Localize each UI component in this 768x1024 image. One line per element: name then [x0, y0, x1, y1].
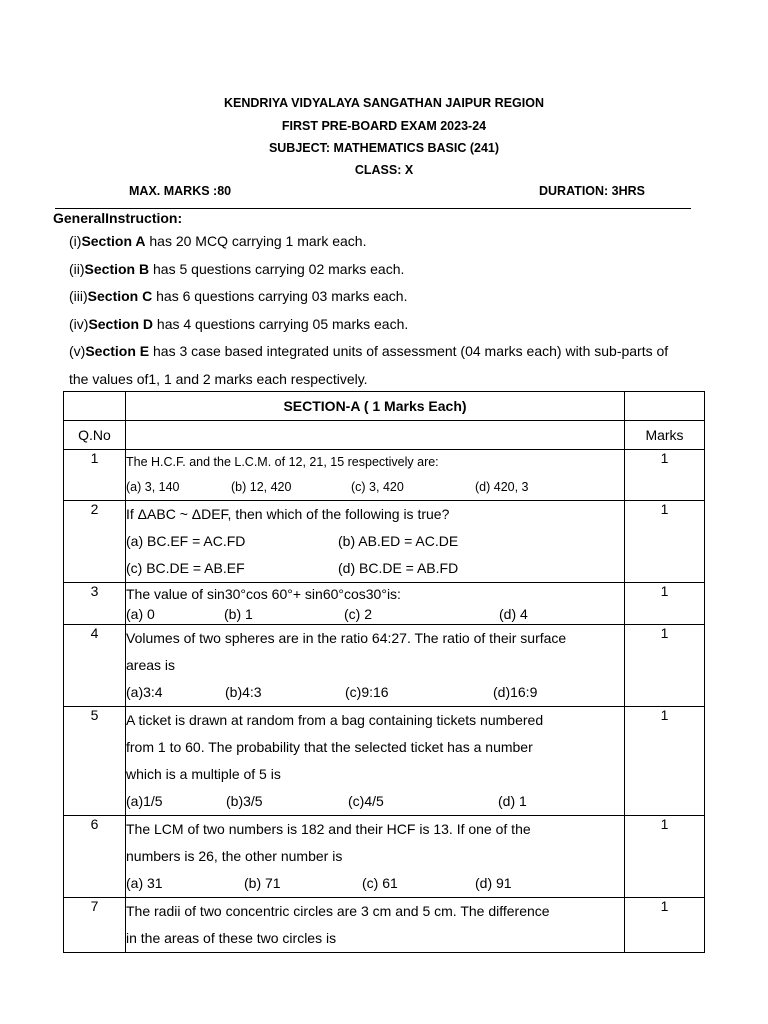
table-row: [64, 898, 705, 953]
option-c: (c) BC.DE = AB.EF: [126, 560, 245, 576]
question-text: The LCM of two numbers is 182 and their HCF is 13. If one of the: [126, 821, 531, 837]
instruction-prefix: (iv): [69, 316, 89, 332]
instruction-continuation: the values of1, 1 and 2 marks each respectively.: [69, 371, 368, 387]
instruction-text: has 5 questions carrying 02 marks each.: [149, 261, 405, 277]
instruction-section: Section E: [85, 343, 150, 359]
question-cell: [126, 583, 625, 625]
questions-table: [63, 391, 705, 953]
question-marks: 1: [625, 450, 705, 501]
question-number: 5: [64, 707, 126, 816]
column-header-row: [64, 421, 705, 450]
instruction-section: Section B: [84, 261, 150, 277]
table-row: [64, 625, 705, 707]
section-header-row: [64, 392, 705, 421]
question-number: 3: [64, 583, 126, 625]
instruction-text: has 20 MCQ carrying 1 mark each.: [145, 233, 367, 249]
instruction-prefix: (ii): [69, 261, 85, 277]
option-a: (a) 0: [126, 606, 155, 622]
instruction-prefix: (i): [69, 233, 82, 249]
question-text: from 1 to 60. The probability that the selected ticket has a number: [126, 739, 533, 755]
question-text: The radii of two concentric circles are 3 cm and 5 cm. The difference: [126, 903, 550, 919]
table-row: [64, 450, 705, 501]
options-row: [126, 555, 624, 582]
instruction-item: [69, 316, 408, 332]
question-cell: [126, 898, 625, 953]
duration: DURATION: 3HRS: [539, 184, 646, 198]
question-text: which is a multiple of 5 is: [126, 766, 281, 782]
subject-title: SUBJECT: MATHEMATICS BASIC (241): [268, 141, 500, 155]
instruction-section: Section C: [87, 288, 153, 304]
option-b: (b)4:3: [225, 684, 262, 700]
option-a: (a) 31: [126, 875, 163, 891]
question-text: Volumes of two spheres are in the ratio 64:27. The ratio of their surface: [126, 630, 567, 646]
option-d: (d)16:9: [493, 684, 538, 700]
instruction-item: [69, 261, 404, 277]
instruction-item: [69, 288, 407, 304]
question-marks: 1: [625, 625, 705, 707]
option-a: (a) BC.EF = AC.FD: [126, 533, 246, 549]
question-number: 7: [64, 898, 126, 953]
section-title: SECTION-A ( 1 Marks Each): [126, 392, 625, 421]
question-marks: 1: [625, 816, 705, 898]
table-row: [64, 501, 705, 583]
table-row: [64, 707, 705, 816]
question-cell: [126, 816, 625, 898]
question-text: numbers is 26, the other number is: [126, 848, 343, 864]
question-cell: [126, 707, 625, 816]
instruction-item: [69, 233, 366, 249]
school-title: KENDRIYA VIDYALAYA SANGATHAN JAIPUR REGION: [224, 96, 544, 110]
max-marks: MAX. MARKS :80: [129, 184, 232, 198]
option-d: (d) 1: [498, 793, 527, 809]
class-title: CLASS: X: [354, 163, 414, 177]
option-b: (b) 12, 420: [231, 480, 292, 494]
options-row: [126, 788, 624, 815]
option-d: (d) 420, 3: [475, 480, 529, 494]
question-marks: 1: [625, 583, 705, 625]
instruction-section: Section D: [88, 316, 154, 332]
option-d: (d) 4: [499, 606, 528, 622]
option-a: (a) 3, 140: [126, 480, 180, 494]
question-number: 6: [64, 816, 126, 898]
option-a: (a)1/5: [126, 793, 163, 809]
question-text: areas is: [126, 657, 176, 673]
question-marks: 1: [625, 501, 705, 583]
qno-header: Q.No: [64, 421, 126, 450]
instruction-text: has 4 questions carrying 05 marks each.: [153, 316, 409, 332]
table-row: [64, 816, 705, 898]
instruction-text: has 6 questions carrying 03 marks each.: [152, 288, 408, 304]
instruction-section: Section A: [81, 233, 146, 249]
instruction-text: has 3 case based integrated units of assessment (04 marks each) with sub-parts of: [149, 343, 669, 359]
question-cell: [126, 450, 625, 501]
options-row: [126, 870, 624, 897]
option-c: (c) 3, 420: [351, 480, 404, 494]
options-row: [126, 475, 624, 500]
question-marks: 1: [625, 898, 705, 953]
option-b: (b)3/5: [226, 793, 263, 809]
option-b: (b) AB.ED = AC.DE: [338, 533, 459, 549]
general-instruction-title: GeneralInstruction:: [53, 210, 183, 226]
question-cell: [126, 501, 625, 583]
option-b: (b) 1: [224, 606, 253, 622]
option-c: (c) 2: [344, 606, 372, 622]
question-text: The H.C.F. and the L.C.M. of 12, 21, 15 respectively are:: [126, 455, 439, 469]
option-c: (c)4/5: [348, 793, 384, 809]
option-d: (d) 91: [475, 875, 512, 891]
question-number: 4: [64, 625, 126, 707]
option-c: (c)9:16: [345, 684, 389, 700]
instruction-item: [69, 343, 668, 359]
question-text: If ΔABC ~ ΔDEF, then which of the following is true?: [126, 506, 450, 522]
question-number: 1: [64, 450, 126, 501]
options-row: [126, 679, 624, 706]
options-row: [126, 604, 624, 624]
option-c: (c) 61: [362, 875, 398, 891]
options-row: [126, 528, 624, 555]
question-text: A ticket is drawn at random from a bag containing tickets numbered: [126, 712, 544, 728]
marks-header: Marks: [625, 421, 705, 450]
option-b: (b) 71: [244, 875, 281, 891]
question-marks: 1: [625, 707, 705, 816]
table-row: [64, 583, 705, 625]
question-cell: [126, 625, 625, 707]
instruction-prefix: (iii): [69, 288, 88, 304]
option-a: (a)3:4: [126, 684, 163, 700]
exam-title: FIRST PRE-BOARD EXAM 2023-24: [281, 119, 487, 133]
question-text: in the areas of these two circles is: [126, 930, 337, 946]
header-divider: [55, 208, 691, 209]
option-d: (d) BC.DE = AB.FD: [338, 560, 459, 576]
question-text: The value of sin30°cos 60°+ sin60°cos30°is:: [126, 586, 401, 602]
question-number: 2: [64, 501, 126, 583]
instruction-prefix: (v): [69, 343, 86, 359]
